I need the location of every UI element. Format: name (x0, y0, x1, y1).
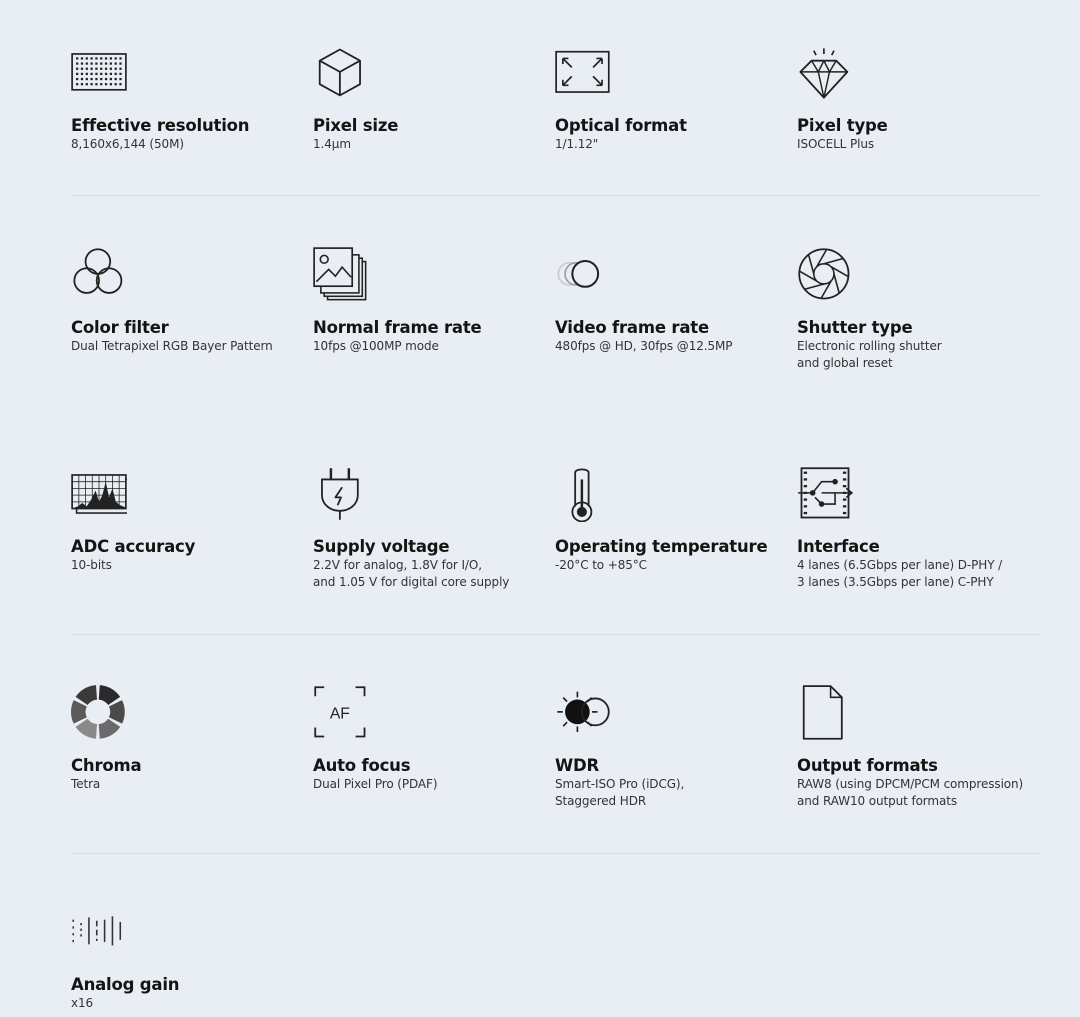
spec-value-line: 2.2V for analog, 1.8V for I/O, (313, 558, 482, 572)
spec-value-line: and global reset (797, 356, 893, 370)
spec-value-line: 3 lanes (3.5Gbps per lane) C-PHY (797, 575, 994, 589)
spec-title: Normal frame rate (313, 318, 482, 337)
spec-value-line: and RAW10 output formats (797, 794, 958, 808)
spec-value (313, 338, 439, 355)
spec-value (555, 557, 647, 574)
spec-title: Operating temperature (555, 537, 768, 556)
expand-frame-icon (555, 45, 611, 101)
spec-title: Color filter (71, 318, 169, 337)
spec-title: Interface (797, 537, 880, 556)
spec-value-line: 480fps @ HD, 30fps @12.5MP (555, 339, 733, 353)
spec-value-line: x16 (71, 996, 94, 1010)
spec-value-line: 1.4μm (313, 137, 351, 151)
spec-value-line: 10-bits (71, 558, 112, 572)
spec-value (313, 557, 509, 591)
spec-value-line: 4 lanes (6.5Gbps per lane) D-PHY / (797, 558, 1003, 572)
spec-value-line: and 1.05 V for digital core supply (313, 575, 510, 589)
af-frame-icon (313, 685, 369, 741)
rgb-circles-icon (71, 247, 127, 303)
cube-icon (313, 45, 369, 101)
spec-value-line: 10fps @100MP mode (313, 339, 439, 353)
spec-title: Output formats (797, 756, 938, 775)
document-icon (797, 685, 853, 741)
spec-title: Supply voltage (313, 537, 450, 556)
row-divider (71, 634, 1040, 635)
spec-title: Optical format (555, 116, 687, 135)
spec-title: WDR (555, 756, 600, 775)
spec-value (797, 557, 1002, 591)
histogram-icon (71, 466, 127, 522)
spec-value (71, 995, 93, 1012)
spec-value-line: RAW8 (using DPCM/PCM compression) (797, 777, 1024, 791)
sun-moon-icon (555, 685, 611, 741)
dot-grid-icon (71, 45, 127, 101)
spec-title: Auto focus (313, 756, 411, 775)
photo-stack-icon (313, 247, 369, 303)
signal-bars-icon (71, 904, 127, 960)
motion-circles-icon (555, 247, 611, 303)
spec-title: Analog gain (71, 975, 180, 994)
spec-value (797, 776, 1023, 810)
spec-value (71, 338, 273, 355)
row-divider (71, 195, 1040, 196)
spec-value-line: Dual Tetrapixel RGB Bayer Pattern (71, 339, 273, 353)
spec-value (71, 557, 112, 574)
spec-value-line: Electronic rolling shutter (797, 339, 942, 353)
spec-title: Pixel type (797, 116, 888, 135)
spec-title: Shutter type (797, 318, 913, 337)
spec-value (797, 136, 874, 153)
spec-title: ADC accuracy (71, 537, 196, 556)
color-wheel-icon (71, 685, 127, 741)
spec-value-line: -20°C to +85°C (555, 558, 647, 572)
thermometer-icon (555, 466, 611, 522)
spec-value (555, 776, 684, 810)
spec-value (71, 136, 184, 153)
spec-value-line: Tetra (71, 777, 101, 791)
row-divider (71, 853, 1040, 854)
spec-value (313, 776, 437, 793)
spec-value-line: Staggered HDR (555, 794, 647, 808)
spec-title: Video frame rate (555, 318, 709, 337)
diamond-icon (797, 45, 853, 101)
spec-value-line: Smart-ISO Pro (iDCG), (555, 777, 685, 791)
spec-title: Chroma (71, 756, 142, 775)
circuit-board-icon (797, 466, 853, 522)
spec-value-line: 8,160x6,144 (50M) (71, 137, 184, 151)
spec-value-line: 1/1.12" (555, 137, 599, 151)
af-label: AF (329, 705, 350, 723)
spec-value (71, 776, 100, 793)
spec-value-line: ISOCELL Plus (797, 137, 874, 151)
spec-value (797, 338, 942, 372)
spec-value (555, 136, 598, 153)
power-plug-icon (313, 466, 369, 522)
spec-title: Effective resolution (71, 116, 250, 135)
spec-value (313, 136, 351, 153)
aperture-icon (797, 247, 853, 303)
spec-title: Pixel size (313, 116, 399, 135)
spec-value (555, 338, 732, 355)
spec-value-line: Dual Pixel Pro (PDAF) (313, 777, 438, 791)
